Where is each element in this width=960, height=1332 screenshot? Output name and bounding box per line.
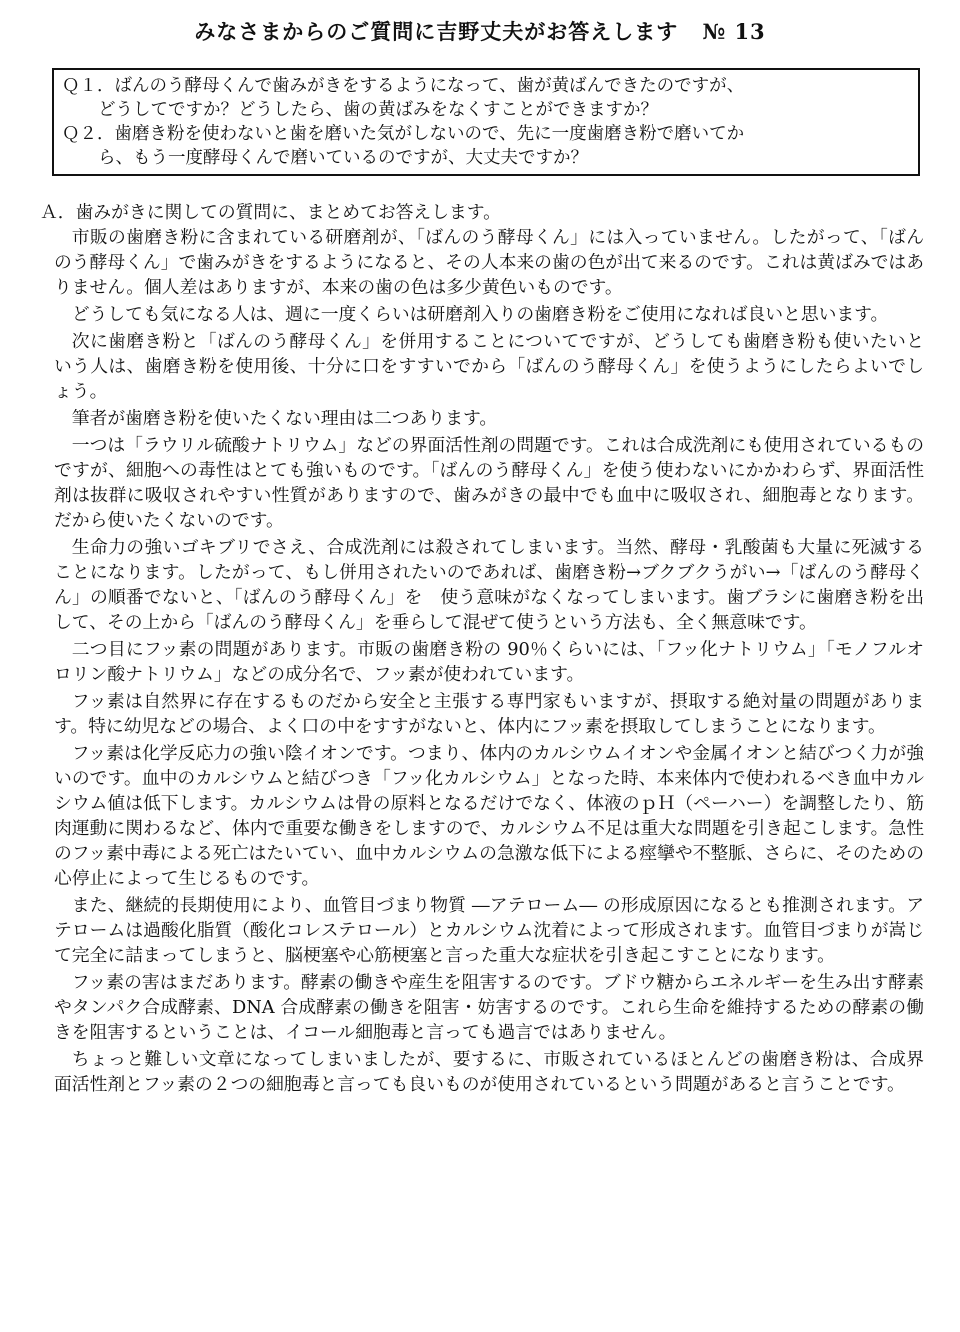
- question-2-line-1: Ｑ２．歯磨き粉を使わないと歯を磨いた気がしないので、先に一度歯磨き粉で磨いてか: [62, 124, 745, 144]
- answer-heading: Ａ．歯みがきに関しての質問に、まとめてお答えします。: [40, 202, 501, 223]
- question-1-line-1: Ｑ１．ばんのう酵母くんで歯みがきをするようになって、歯が黄ばんできたのですが、: [62, 76, 745, 96]
- answer-paragraph: フッ素の害はまだあります。酵素の働きや産生を阻害するのです。ブドウ糖からエネルギーを生み出す酵素やタンパク合成酵素、DNA 合成酵素の働きを阻害・妨害するのです。これら生命を維持するための酵素の働きを阻害するということは、イコール細胞毒と言っても過言ではありません。: [54, 972, 924, 1043]
- question-2: [62, 122, 910, 170]
- answer-paragraph: フッ素は化学反応力の強い陰イオンです。つまり、体内のカルシウムイオンや金属イオンと結びつく力が強いのです。血中のカルシウムと結びつき「フッ化カルシウム」となった時、本来体内で使われるべき血中カルシウム値は低下します。カルシウムは骨の原料となるだけでなく、体液のｐＨ（ペーハー）を調整したり、筋肉運動に関わるなど、体内で重要な働きをしますので、カルシウム不足は重大な問題を引き起こします。急性のフッ素中毒による死亡はたいてい、血中カルシウムの急激な低下による痙攣や不整脈、さらに、そのための心停止によって生じるものです。: [54, 743, 924, 889]
- title-row: [0, 14, 960, 50]
- answer-paragraph: 生命力の強いゴキブリでさえ、合成洗剤には殺されてしまいます。当然、酵母・乳酸菌も大量に死滅することになります。したがって、もし併用されたいのであれば、歯磨き粉→ブクブクうがい→「ばんのう酵母くん」の順番でないと、「ばんのう酵母くん」を 使う意味がなくなってしまいます。歯ブラシに歯磨き粉を出して、その上から「ばんのう酵母くん」を垂らして混ぜて使うという方法も、全く無意味です。: [54, 537, 924, 633]
- answer-paragraph: 筆者が歯磨き粉を使いたくない理由は二つあります。: [71, 408, 498, 429]
- answer-paragraph: 市販の歯磨き粉に含まれている研磨剤が、「ばんのう酵母くん」には入っていません。したがって、「ばんのう酵母くん」で歯みがきをするようになると、その人本来の歯の色が出て来るのです。これは黄ばみではありません。個人差はありますが、本来の歯の色は多少黄色いものです。: [54, 227, 924, 298]
- answer-paragraph: フッ素は自然界に存在するものだから安全と主張する専門家もいますが、摂取する絶対量の問題があります。特に幼児などの場合、よく口の中をすすがないと、体内にフッ素を摂取してしまうことになります。: [54, 691, 924, 737]
- question-2-line-2: ら、もう一度酵母くんで磨いているのですが、大丈夫ですか？: [98, 148, 588, 168]
- answer-paragraph: ちょっと難しい文章になってしまいましたが、要するに、市販されているほとんどの歯磨き粉は、合成界面活性剤とフッ素の２つの細胞毒と言っても良いものが使用されているという問題があると言うことです。: [54, 1049, 924, 1095]
- page-title: みなさまからのご質問に吉野丈夫がお答えします: [194, 19, 679, 44]
- issue-number: № 13: [702, 19, 766, 44]
- answer-paragraph: 次に歯磨き粉と「ばんのう酵母くん」を併用することについてですが、どうしても歯磨き粉も使いたいという人は、歯磨き粉を使用後、十分に口をすすいでから「ばんのう酵母くん」を使うようにしたらよいでしょう。: [54, 331, 924, 402]
- answer-paragraph: どうしても気になる人は、週に一度くらいは研磨剤入りの歯磨き粉をご使用になれば良いと思います。: [71, 304, 889, 325]
- question-1-line-2: どうしてですか？どうしたら、歯の黄ばみをなくすことができますか？: [98, 100, 658, 120]
- question-1: [62, 74, 910, 122]
- answer-section: [40, 200, 924, 1099]
- answer-paragraph: 二つ目にフッ素の問題があります。市販の歯磨き粉の 90％くらいには、「フッ化ナトリウム」「モノフルオロリン酸ナトリウム」などの成分名で、フッ素が使われています。: [54, 639, 924, 685]
- question-box: [52, 68, 920, 176]
- answer-paragraph: 一つは「ラウリル硫酸ナトリウム」などの界面活性剤の問題です。これは合成洗剤にも使用されているものですが、細胞への毒性はとても強いものです。「ばんのう酵母くん」を使う使わないにかかわらず、界面活性剤は抜群に吸収されやすい性質がありますので、歯みがきの最中でも血中に吸収され、細胞毒となります。だから使いたくないのです。: [54, 435, 924, 531]
- answer-paragraph: また、継続的長期使用により、血管目づまり物質 ―アテローム― の形成原因になるとも推測されます。アテロームは過酸化脂質（酸化コレステロール）とカルシウム沈着によって形成されます。血管目づまりが嵩じて完全に詰まってしまうと、脳梗塞や心筋梗塞と言った重大な症状を引き起こすことになります。: [54, 895, 924, 966]
